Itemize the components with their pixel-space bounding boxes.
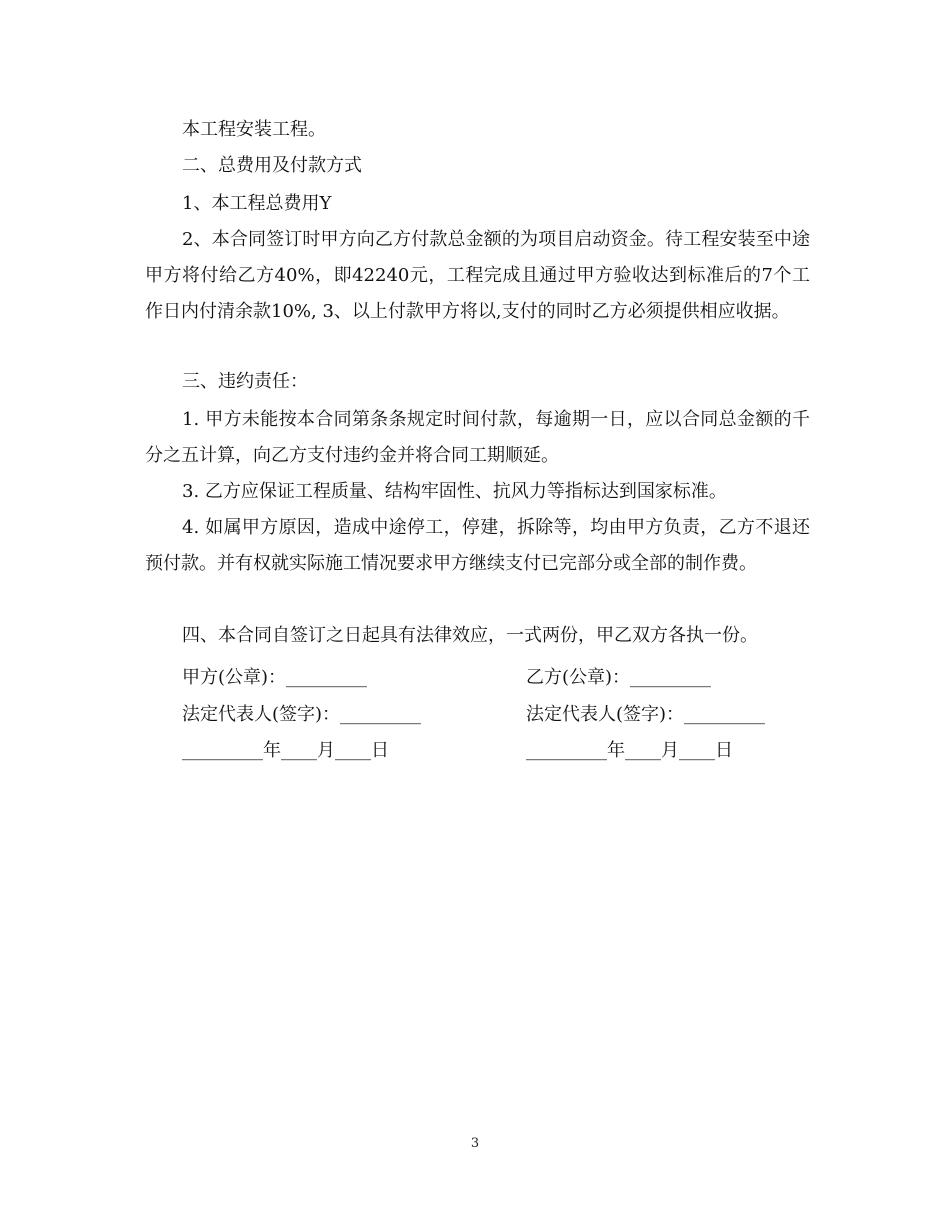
paragraph-effect: 四、本合同自签订之日起具有法律效应，一式两份，甲乙双方各执一份。 — [182, 625, 758, 646]
paragraph-quality: 3. 乙方应保证工程质量、结构牢固性、抗风力等指标达到国家标准。 — [182, 481, 727, 502]
page-number: 3 — [470, 1136, 480, 1151]
party-a-date-field: _________年____月____日 — [182, 740, 389, 761]
heading-fees-payment: 二、总费用及付款方式 — [182, 155, 362, 176]
party-b-seal-field: 乙方(公章)：_________ — [526, 667, 712, 688]
paragraph-total-fee: 1、本工程总费用Y — [182, 193, 332, 214]
party-b-date-field: _________年____月____日 — [526, 740, 733, 761]
party-a-seal-field: 甲方(公章)：_________ — [182, 667, 368, 688]
party-b-representative-field: 法定代表人(签字)：_________ — [526, 704, 766, 725]
paragraph-payment-terms: 2、本合同签订时甲方向乙方付款总金额的为项目启动资金。待工程安装至中途甲方将付给乙方40%，即42240元，工程完成且通过甲方验收达到标准后的7个工作日内付清余款10%, 3、以上付款甲方将以,支付的同时乙方必须提供相应收据。 — [145, 229, 810, 322]
heading-liability: 三、违约责任： — [182, 371, 308, 392]
paragraph-stoppage: 4. 如属甲方原因，造成中途停工，停建，拆除等，均由甲方负责，乙方不退还预付款。并有权就实际施工情况要求甲方继续支付已完部分或全部的制作费。 — [145, 517, 810, 574]
paragraph-late-payment: 1. 甲方未能按本合同第条条规定时间付款，每逾期一日，应以合同总金额的千分之五计算，向乙方支付违约金并将合同工期顺延。 — [145, 409, 810, 466]
paragraph-scope: 本工程安装工程。 — [182, 119, 326, 140]
party-a-representative-field: 法定代表人(签字)：_________ — [182, 704, 422, 725]
